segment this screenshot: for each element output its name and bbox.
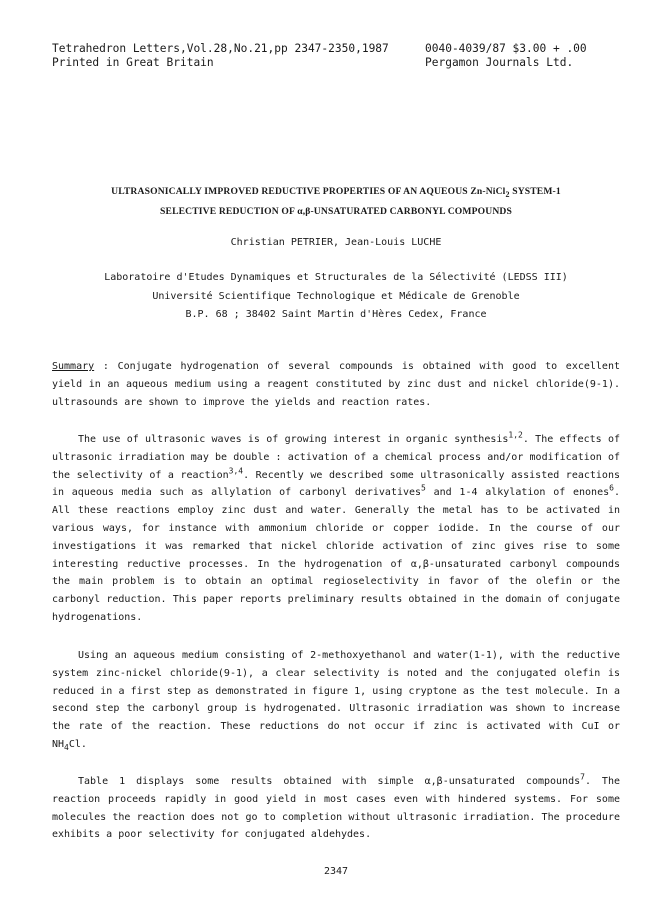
para2-subscript: 4 (64, 742, 69, 752)
paragraph-3 (52, 773, 620, 844)
price-code: 0040-4039/87 $3.00 + .00 (425, 42, 587, 55)
reference-6: 6 (609, 484, 614, 494)
para1-text-1: The use of ultrasonic waves is of growing interest in organic synthesis (78, 434, 509, 445)
publisher: Pergamon Journals Ltd. (425, 56, 574, 69)
page-number: 2347 (323, 866, 349, 877)
summary-text: : Conjugate hydrogenation of several compounds is obtained with good to excellent yield in an aqueous medium using a reagent constituted by zinc dust and nickel chloride(9-1). ultrasounds are shown to improve the yields and reaction rates. (52, 361, 620, 408)
summary (52, 358, 620, 411)
article-subtitle: SELECTIVE REDUCTION OF α,β-UNSATURATED CARBONYL COMPOUNDS (160, 206, 512, 217)
paragraph-2 (52, 647, 620, 754)
title-line1-b: SYSTEM-1 (509, 186, 561, 197)
affiliation-line-2: Université Scientifique Technologique et Médicale de Grenoble (152, 291, 520, 302)
title-line1-a: ULTRASONICALLY IMPROVED REDUCTIVE PROPERTIES OF AN AQUEOUS Zn-NiCl (111, 186, 506, 197)
affiliation-line-1: Laboratoire d'Etudes Dynamiques et Structurales de la Sélectivité (LEDSS III) (104, 272, 568, 283)
reference-1-2: 1,2 (508, 430, 523, 440)
summary-label: Summary (52, 361, 95, 372)
para3-text-1: Table 1 displays some results obtained with simple α,β-unsaturated compounds (78, 776, 581, 787)
para2-text-2: Cl. (68, 738, 87, 750)
para2-text-1: Using an aqueous medium consisting of 2-methoxyethanol and water(1-1), with the reductive system zinc-nickel chloride(9-1), a clear selectivity is noted and the conjugated olefin is reduced in a first step as demonstrated in figure 1, using cryptone as the test molecule. In a second step the carbonyl group is hydrogenated. Ultrasonic irradiation was shown to increase the rate of the reaction. These reductions do not occur if zinc is activated with CuI or NH (52, 650, 620, 750)
para1-text-2: . The effects of ultrasonic irradiation may be double : activation of a chemical process and/or modification of the selectivity of a reaction (52, 434, 620, 481)
affiliation-line-3: B.P. 68 ; 38402 Saint Martin d'Hères Cedex, France (185, 309, 487, 320)
title-line1-sub: 2 (505, 189, 510, 199)
para3-text-2: . The reaction proceeds rapidly in good yield in most cases even with hindered systems. For some molecules the reaction does not go to completion without ultrasonic irradiation. The procedure exhibits a poor selectivity for conjugated aldehydes. (52, 776, 620, 841)
para1-text-5: . All these reactions employ zinc dust and water. Generally the metal has to be activated in various ways, for instance with ammonium chloride or copper iodide. In the course of our investigations it was remarked that nickel chloride activation of zinc gives rise to some interesting reductive processes. In the hydrogenation of α,β-unsaturated carbonyl compounds the main problem is to obtain an optimal regioselectivity in favor of the olefin or the carbonyl reduction. This paper reports preliminary results obtained in the domain of conjugate hydrogenations. (52, 487, 620, 623)
reference-7: 7 (580, 772, 585, 782)
para1-text-3: . Recently we described some ultrasonically assisted reactions in aqueous media such as allylation of carbonyl derivatives (52, 469, 620, 499)
para1-text-4: and 1-4 alkylation of enones (425, 487, 610, 499)
journal-citation: Tetrahedron Letters,Vol.28,No.21,pp 2347-2350,1987 (52, 42, 389, 55)
authors: Christian PETRIER, Jean-Louis LUCHE (230, 237, 442, 248)
journal-header-line2 (52, 56, 612, 70)
paragraph-1 (52, 431, 620, 627)
reference-5: 5 (421, 484, 426, 494)
article-title (0, 186, 672, 197)
journal-header (52, 42, 612, 56)
reference-3-4: 3,4 (228, 466, 244, 476)
printed-in: Printed in Great Britain (52, 56, 214, 69)
